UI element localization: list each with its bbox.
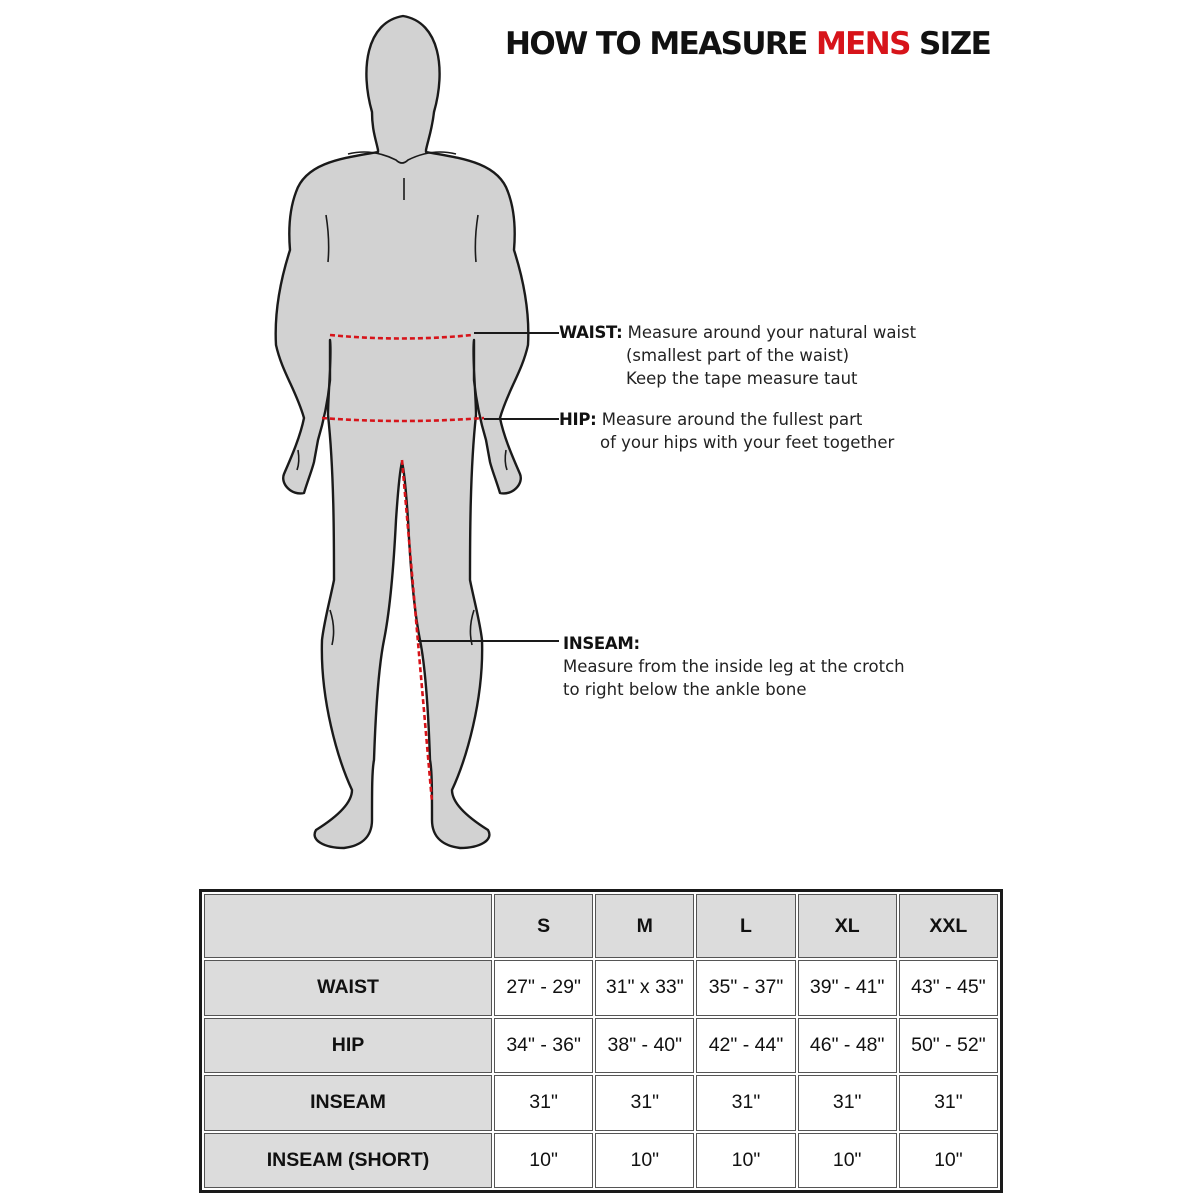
table-cell: 31" (595, 1075, 694, 1131)
inseam-label: INSEAM: (563, 634, 640, 653)
waist-label: WAIST: (559, 323, 623, 342)
size-header-m: M (595, 894, 694, 958)
table-row-waist (204, 960, 998, 1016)
size-header-xl: XL (798, 894, 897, 958)
row-label: WAIST (204, 960, 492, 1016)
hip-callout (559, 408, 894, 454)
table-row-inseam (204, 1075, 998, 1131)
table-corner-cell (204, 894, 492, 958)
table-row-hip (204, 1018, 998, 1074)
body-outline (276, 16, 529, 848)
size-header-s: S (494, 894, 593, 958)
table-cell: 42" - 44" (696, 1018, 795, 1074)
hip-text-line: Measure around the fullest part (601, 410, 863, 429)
table-cell: 50" - 52" (899, 1018, 998, 1074)
table-cell: 34" - 36" (494, 1018, 593, 1074)
size-header-l: L (696, 894, 795, 958)
table-row-inseam-short (204, 1133, 998, 1189)
title-prefix: HOW TO MEASURE (505, 26, 816, 62)
size-header-xxl: XXL (899, 894, 998, 958)
row-label: HIP (204, 1018, 492, 1074)
table-cell: 10" (696, 1133, 795, 1189)
inseam-callout (563, 632, 905, 701)
table-cell: 31" (494, 1075, 593, 1131)
waist-text-line: (smallest part of the waist) (626, 346, 850, 365)
table-cell: 10" (798, 1133, 897, 1189)
hip-text-line: of your hips with your feet together (600, 433, 895, 452)
table-cell: 31" (798, 1075, 897, 1131)
row-label: INSEAM (204, 1075, 492, 1131)
table-cell: 39" - 41" (798, 960, 897, 1016)
hip-label: HIP: (559, 410, 597, 429)
title-suffix: SIZE (909, 26, 991, 62)
waist-text-line: Measure around your natural waist (627, 323, 917, 342)
table-cell: 46" - 48" (798, 1018, 897, 1074)
table-cell: 31" (899, 1075, 998, 1131)
table-cell: 10" (899, 1133, 998, 1189)
table-cell: 27" - 29" (494, 960, 593, 1016)
table-cell: 10" (494, 1133, 593, 1189)
table-cell: 10" (595, 1133, 694, 1189)
table-cell: 38" - 40" (595, 1018, 694, 1074)
table-cell: 43" - 45" (899, 960, 998, 1016)
waist-callout (559, 321, 916, 390)
table-cell: 31" x 33" (595, 960, 694, 1016)
table-cell: 31" (696, 1075, 795, 1131)
size-chart-table (199, 889, 1003, 1193)
title-accent: MENS (815, 26, 910, 62)
inseam-text-line: Measure from the inside leg at the crotch (563, 657, 905, 676)
waist-text-line: Keep the tape measure taut (626, 369, 858, 388)
row-label: INSEAM (SHORT) (204, 1133, 492, 1189)
page-title (505, 26, 990, 62)
table-cell: 35" - 37" (696, 960, 795, 1016)
inseam-text-line: to right below the ankle bone (563, 680, 807, 699)
